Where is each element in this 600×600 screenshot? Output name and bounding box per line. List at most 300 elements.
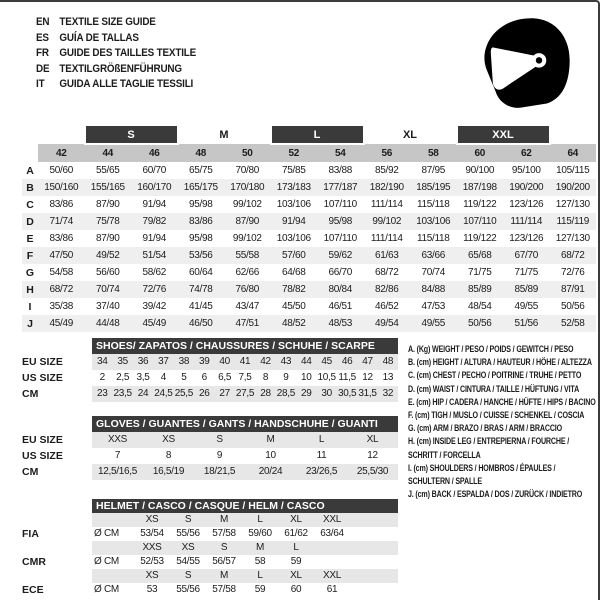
size-label-cell: M — [242, 541, 278, 555]
measurement-row — [22, 315, 596, 332]
measurement-cell: 70/74 — [421, 267, 446, 278]
measurement-cell: 111/114 — [370, 199, 403, 210]
measurement-cell: 72/76 — [131, 281, 178, 298]
row-label: EU SIZE — [22, 356, 63, 368]
value-cell: 26 — [194, 386, 214, 402]
shoes-title-row — [22, 338, 398, 354]
measurement-cell: 46/52 — [374, 301, 399, 312]
size-label-cell: XL — [278, 569, 314, 583]
measurement-cell: 47/50 — [38, 247, 85, 264]
legend-item: D. (cm) WAIST / CINTURA / TAILLE / HÜFTUNG / VITA — [408, 383, 580, 394]
sub-table-row — [22, 448, 398, 464]
measurement-cell: 182/190 — [364, 179, 411, 196]
value-cell: 18/21,5 — [194, 464, 245, 480]
measurement-cell: 190/200 — [503, 179, 550, 196]
size-number-cell: 44 — [85, 144, 132, 162]
value-cell: 7,5 — [238, 372, 252, 383]
measurement-cell: 79/82 — [131, 213, 178, 230]
value-cell: 6 — [201, 372, 207, 383]
value-cell: 6,5 — [218, 372, 232, 383]
cell-group — [92, 583, 398, 597]
value-cell: 57/58 — [212, 584, 236, 595]
measurement-cell: 70/74 — [85, 281, 132, 298]
measurement-cell: 68/72 — [38, 281, 85, 298]
size-label-cell: M — [206, 569, 242, 583]
language-row — [36, 46, 196, 62]
legend-item: C. (cm) CHEST / PECHO / POITRINE / TRUHE / PETTO — [408, 370, 582, 381]
measurement-cell: 74/78 — [178, 281, 225, 298]
value-cell: 32 — [378, 386, 398, 402]
helmet-size-header-row — [22, 541, 398, 555]
size-label-cell — [314, 541, 350, 555]
value-cell: 31,5 — [357, 386, 377, 402]
measurement-cell: 65/75 — [188, 165, 213, 176]
value-cell: 23,5 — [112, 386, 132, 402]
spacer-cell — [350, 555, 398, 569]
measurement-cell: 54/58 — [49, 267, 74, 278]
value-cell: 16,5/19 — [143, 464, 194, 480]
measurement-cell: 84/88 — [410, 281, 457, 298]
measurement-cell: 160/170 — [131, 179, 178, 196]
spacer — [22, 338, 92, 354]
helmet-value-row — [22, 555, 398, 569]
value-cell: 56/57 — [212, 556, 236, 567]
legend-item: I. (cm) SHOULDERS / HOMBROS / ÉPAULES / SCHULTERN / SPALLE — [408, 462, 556, 487]
measurement-cell: 47/53 — [421, 301, 446, 312]
measurement-cell: 48/53 — [317, 315, 364, 332]
measurement-cell: 115/119 — [550, 213, 597, 230]
measurement-row — [22, 247, 596, 264]
language-list — [36, 15, 196, 93]
measurement-cell: 58/62 — [142, 267, 167, 278]
spacer-cell — [350, 541, 398, 555]
value-cell: 59 — [290, 556, 302, 567]
row-letter: J — [22, 315, 38, 332]
legend-item: J. (cm) BACK / ESPALDA / DOS / ZURÜCK / INDIETRO — [408, 489, 583, 500]
row-letter: F — [22, 247, 38, 264]
measurement-cell: 185/195 — [410, 179, 457, 196]
measurement-cell: 83/86 — [49, 233, 74, 244]
legend-item: B. (cm) HEIGHT / ALTURA / HAUTEUR / HÖHE / ALTEZZA — [408, 357, 592, 368]
helmet-size-header-row — [22, 513, 398, 527]
measurement-cell: 103/106 — [276, 233, 311, 244]
helmet-icon — [474, 12, 578, 116]
legend-item: F. (cm) TIGH / MUSLO / CUISSE / SCHENKEL / COSCIA — [408, 410, 585, 421]
cell-group — [92, 448, 398, 464]
measurement-cell: 63/66 — [410, 247, 457, 264]
size-label-cell: S — [170, 569, 206, 583]
spacer — [22, 569, 92, 583]
sub-table-row — [22, 354, 398, 370]
helmet-size-table — [22, 499, 398, 597]
size-number-cell: 54 — [317, 144, 364, 162]
language-code: ES — [36, 31, 49, 44]
cell-group — [92, 527, 398, 541]
measurement-cell: 47/51 — [224, 315, 271, 332]
legend-item: G. (cm) ARM / BRAZO / BRAS / ARM / BRACCIO — [408, 423, 563, 434]
value-cell: 25,5 — [174, 386, 194, 402]
sub-table-row — [22, 370, 398, 386]
measurement-cell: 71/74 — [38, 213, 85, 230]
measurement-cell: 83/88 — [328, 165, 353, 176]
measurement-cell: 190/200 — [550, 179, 597, 196]
value-cell: 9 — [283, 372, 289, 383]
cell-group — [92, 513, 398, 527]
measurement-row — [22, 230, 596, 247]
standard-label: ECE — [22, 584, 44, 596]
value-cell: 35 — [112, 354, 132, 370]
helmet-title-row — [22, 499, 398, 513]
sub-table-row — [22, 464, 398, 480]
measurement-cell: 45/49 — [131, 315, 178, 332]
measurement-cell: 52/58 — [550, 315, 597, 332]
spacer-cell — [350, 569, 398, 583]
measurement-cell: 111/114 — [370, 233, 403, 244]
row-label: US SIZE — [22, 372, 63, 384]
measurement-row — [22, 179, 596, 196]
cell-group — [92, 569, 398, 583]
value-cell: 20/24 — [245, 464, 296, 480]
size-label-cell: XL — [278, 513, 314, 527]
measurement-cell: 165/175 — [178, 179, 225, 196]
measurement-row — [22, 162, 596, 179]
measurement-cell: 95/100 — [511, 165, 541, 176]
size-number-cell: 60 — [457, 144, 504, 162]
measurement-cell: 90/100 — [465, 165, 495, 176]
shoes-table-title: SHOES/ ZAPATOS / CHAUSSURES / SCHUHE / SCARPE — [92, 338, 398, 354]
gloves-size-table — [22, 416, 398, 480]
sub-table-row — [22, 386, 398, 402]
measurement-cell: 99/102 — [232, 199, 262, 210]
measurement-cell: 170/180 — [224, 179, 271, 196]
measurement-cell: 51/54 — [131, 247, 178, 264]
value-cell: S — [194, 432, 245, 448]
measurement-cell: 53/56 — [178, 247, 225, 264]
size-group-header: XL — [402, 129, 418, 141]
measurement-cell: 87/90 — [95, 233, 120, 244]
value-cell: 27,5 — [235, 386, 255, 402]
value-cell: 59/60 — [248, 528, 272, 539]
value-cell: 7 — [114, 450, 121, 461]
measurement-cell: 87/90 — [224, 213, 271, 230]
standard-label: FIA — [22, 528, 39, 540]
value-cell: 61 — [326, 584, 338, 595]
size-label-cell: XS — [170, 541, 206, 555]
measurement-cell: 62/66 — [235, 267, 260, 278]
measurement-cell: 50/56 — [457, 315, 504, 332]
value-cell: M — [245, 432, 296, 448]
textile-size-table — [22, 126, 596, 332]
value-cell: 42 — [255, 354, 275, 370]
size-number-cell: 42 — [38, 144, 85, 162]
measurement-cell: 95/98 — [188, 233, 213, 244]
measurement-cell: 85/92 — [374, 165, 399, 176]
size-label-cell: S — [170, 513, 206, 527]
value-cell: 29 — [296, 386, 316, 402]
measurement-cell: 103/106 — [276, 199, 311, 210]
spacer-cell — [92, 541, 134, 555]
measurement-cell: 49/55 — [514, 301, 539, 312]
value-cell: 58 — [254, 556, 266, 567]
value-cell: 12 — [362, 372, 373, 383]
value-cell: XS — [143, 432, 194, 448]
measurement-cell: 39/42 — [142, 301, 167, 312]
measurement-cell: 49/55 — [410, 315, 457, 332]
measurement-cell: 87/91 — [550, 281, 597, 298]
measurement-cell: 91/94 — [142, 233, 167, 244]
language-code: DE — [36, 62, 50, 75]
helmet-size-header-row — [22, 569, 398, 583]
spacer-cell — [350, 527, 398, 541]
value-cell: 23 — [92, 386, 112, 402]
measurement-cell: 72/76 — [560, 267, 585, 278]
value-cell: 61/62 — [284, 528, 308, 539]
value-cell: XL — [347, 432, 398, 448]
value-cell: 3,5 — [136, 372, 150, 383]
value-cell: 9 — [216, 450, 223, 461]
value-cell: 4 — [160, 372, 167, 383]
measurement-row — [22, 281, 596, 298]
size-label-cell: M — [206, 513, 242, 527]
measurement-cell: 95/98 — [188, 199, 213, 210]
value-cell: 47 — [357, 354, 377, 370]
value-cell: 44 — [296, 354, 316, 370]
measurement-cell: 99/102 — [232, 233, 262, 244]
measurement-cell: 107/110 — [323, 199, 357, 210]
value-cell: 48 — [378, 354, 398, 370]
measurement-cell: 95/98 — [317, 213, 364, 230]
measurement-cell: 48/52 — [271, 315, 318, 332]
measurement-cell: 49/54 — [364, 315, 411, 332]
measurement-cell: 50/60 — [49, 165, 74, 176]
spacer — [22, 513, 92, 527]
language-label: GUIDE DES TAILLES TEXTILE — [59, 47, 197, 59]
measurement-cell: 65/68 — [457, 247, 504, 264]
size-group-header: XXL — [457, 126, 550, 144]
size-label-cell: L — [278, 541, 314, 555]
size-label-cell: L — [242, 569, 278, 583]
spacer — [22, 416, 92, 432]
measurement-cell: 64/68 — [281, 267, 306, 278]
sub-table-row — [22, 432, 398, 448]
measurement-cell: 35/38 — [49, 301, 74, 312]
measurement-cell: 55/65 — [95, 165, 120, 176]
measurement-cell: 60/70 — [142, 165, 167, 176]
unit-cell: Ø CM — [94, 584, 119, 595]
value-cell: 57/58 — [212, 528, 236, 539]
value-cell: 25,5/30 — [347, 464, 398, 480]
size-number-cell: 56 — [364, 144, 411, 162]
measurement-cell: 44/48 — [85, 315, 132, 332]
measurement-cell: 173/183 — [271, 179, 318, 196]
size-number-row — [22, 144, 596, 162]
unit-cell: Ø CM — [94, 528, 119, 539]
measurement-cell: 83/86 — [49, 199, 74, 210]
measurement-cell: 56/60 — [95, 267, 120, 278]
measurement-cell: 45/50 — [281, 301, 306, 312]
value-cell: 59 — [254, 584, 266, 595]
spacer — [22, 541, 92, 555]
measurement-row — [22, 213, 596, 230]
row-letter: D — [22, 213, 38, 230]
language-label: TEXTILE SIZE GUIDE — [59, 16, 156, 28]
measurement-cell: 127/130 — [555, 233, 590, 244]
measurement-cell: 119/122 — [463, 233, 497, 244]
measurement-row — [22, 264, 596, 281]
size-number-cell: 50 — [224, 144, 271, 162]
measurement-cell: 87/95 — [421, 165, 446, 176]
measurement-cell: 71/75 — [467, 267, 492, 278]
measurement-cell: 66/70 — [328, 267, 353, 278]
measurement-cell: 103/106 — [410, 213, 457, 230]
measurement-cell: 41/45 — [188, 301, 213, 312]
helmet-value-row — [22, 583, 398, 597]
gloves-table-title: GLOVES / GUANTES / GANTS / HANDSCHUHE / GUANTI — [92, 416, 398, 432]
measurement-legend — [408, 343, 598, 501]
value-cell: 10 — [265, 450, 276, 461]
measurement-cell: 111/114 — [503, 213, 550, 230]
value-cell: 53/54 — [140, 528, 164, 539]
language-row — [36, 15, 196, 31]
size-label-cell: L — [242, 513, 278, 527]
value-cell: 28,5 — [276, 386, 296, 402]
value-cell: 12 — [367, 450, 378, 461]
spacer-cell — [350, 513, 398, 527]
cell-group — [92, 555, 398, 569]
value-cell: 60 — [290, 584, 302, 595]
value-cell: 10 — [301, 372, 312, 383]
value-cell: 12,5/16,5 — [92, 464, 143, 480]
measurement-cell: 68/72 — [374, 267, 399, 278]
measurement-cell: 49/52 — [85, 247, 132, 264]
value-cell: 24 — [133, 386, 153, 402]
cell-group — [92, 464, 398, 480]
value-cell: 8 — [262, 372, 269, 383]
row-label: CM — [22, 388, 39, 400]
size-number-cell: 58 — [410, 144, 457, 162]
row-label: US SIZE — [22, 450, 63, 462]
language-row — [36, 62, 196, 78]
measurement-cell: 75/78 — [85, 213, 132, 230]
measurement-cell: 46/50 — [178, 315, 225, 332]
measurement-cell: 82/86 — [364, 281, 411, 298]
language-code: FR — [36, 47, 49, 59]
cell-group — [92, 541, 398, 555]
size-number-cell: 64 — [550, 144, 597, 162]
value-cell: 55/56 — [176, 528, 200, 539]
measurement-row — [22, 196, 596, 213]
measurement-cell: 50/56 — [560, 301, 585, 312]
spacer-cell — [550, 126, 597, 144]
value-cell: 63/64 — [320, 528, 344, 539]
measurement-cell: 99/102 — [364, 213, 411, 230]
measurement-cell: 60/64 — [188, 267, 213, 278]
measurement-cell: 107/110 — [323, 233, 357, 244]
value-cell: 30,5 — [337, 386, 357, 402]
value-cell: 55/56 — [176, 584, 200, 595]
language-label: GUIDA ALLE TAGLIE TESSILI — [59, 78, 194, 90]
size-number-cell: 52 — [271, 144, 318, 162]
value-cell: 10,5 — [317, 372, 336, 383]
spacer-cell — [92, 513, 134, 527]
spacer — [22, 499, 92, 513]
legend-item: H. (cm) INSIDE LEG / ENTREPIERNA / FOURCHE / SCHRITT / FORCELLA — [408, 436, 570, 460]
measurement-cell: 85/89 — [457, 281, 504, 298]
legend-item: A. (Kg) WEIGHT / PESO / POIDS / GEWITCH / PESO — [408, 344, 574, 354]
gloves-title-row — [22, 416, 398, 432]
row-letter: B — [22, 179, 38, 196]
measurement-cell: 85/89 — [503, 281, 550, 298]
spacer-cell — [22, 126, 38, 144]
row-letter: G — [25, 266, 35, 279]
measurement-cell: 51/56 — [503, 315, 550, 332]
size-label-cell: XS — [134, 569, 170, 583]
measurement-cell: 78/82 — [271, 281, 318, 298]
measurement-cell: 68/72 — [550, 247, 597, 264]
size-label-cell: XS — [134, 513, 170, 527]
measurement-cell: 75/85 — [281, 165, 306, 176]
value-cell: 53 — [146, 584, 158, 595]
size-number-cell: 48 — [178, 144, 225, 162]
measurement-cell: 43/47 — [235, 301, 260, 312]
measurement-cell: 123/126 — [509, 199, 544, 210]
value-cell: 23/26,5 — [296, 464, 347, 480]
size-group-header: S — [85, 126, 178, 144]
measurement-cell: 37/40 — [95, 301, 120, 312]
value-cell: 5 — [181, 372, 187, 383]
value-cell: 45 — [316, 354, 336, 370]
size-label-cell: S — [206, 541, 242, 555]
row-letter: H — [22, 281, 38, 298]
value-cell: 41 — [235, 354, 255, 370]
value-cell: 24,5 — [153, 386, 173, 402]
value-cell: 52/53 — [140, 556, 164, 567]
measurement-cell: 55/58 — [224, 247, 271, 264]
value-cell: 13 — [382, 372, 394, 383]
measurement-cell: 67/70 — [503, 247, 550, 264]
language-label: TEXTILGRÖßENFÜHRUNG — [59, 62, 182, 75]
measurement-cell: 187/198 — [457, 179, 504, 196]
legend-item: E. (cm) HIP / CADERA / HANCHE / HÜFTE / HIPS / BACINO — [408, 396, 596, 407]
cell-group — [92, 432, 398, 448]
measurement-cell: 61/63 — [364, 247, 411, 264]
measurement-cell: 107/110 — [457, 213, 504, 230]
measurement-cell: 150/160 — [38, 179, 85, 196]
value-cell: 43 — [276, 354, 296, 370]
size-label-cell: XXL — [314, 569, 350, 583]
row-label: CM — [22, 466, 39, 478]
measurement-cell: 76/80 — [224, 281, 271, 298]
row-letter: I — [28, 300, 32, 313]
value-cell: 8 — [165, 450, 172, 461]
measurement-cell: 48/54 — [467, 301, 492, 312]
row-label: EU SIZE — [22, 434, 63, 446]
measurement-cell: 127/130 — [555, 199, 590, 210]
measurement-cell: 71/75 — [514, 267, 539, 278]
spacer-cell — [22, 144, 38, 162]
measurement-cell: 80/84 — [317, 281, 364, 298]
unit-cell: Ø CM — [94, 556, 119, 567]
size-group-header: M — [219, 129, 229, 141]
measurement-cell: 155/165 — [85, 179, 132, 196]
language-code: EN — [36, 16, 50, 28]
size-number-cell: 46 — [131, 144, 178, 162]
value-cell: 11 — [316, 450, 327, 461]
measurement-cell: 87/90 — [95, 199, 120, 210]
measurement-cell: 119/122 — [463, 199, 497, 210]
value-cell: XXS — [92, 432, 143, 448]
value-cell: 30 — [316, 386, 336, 402]
